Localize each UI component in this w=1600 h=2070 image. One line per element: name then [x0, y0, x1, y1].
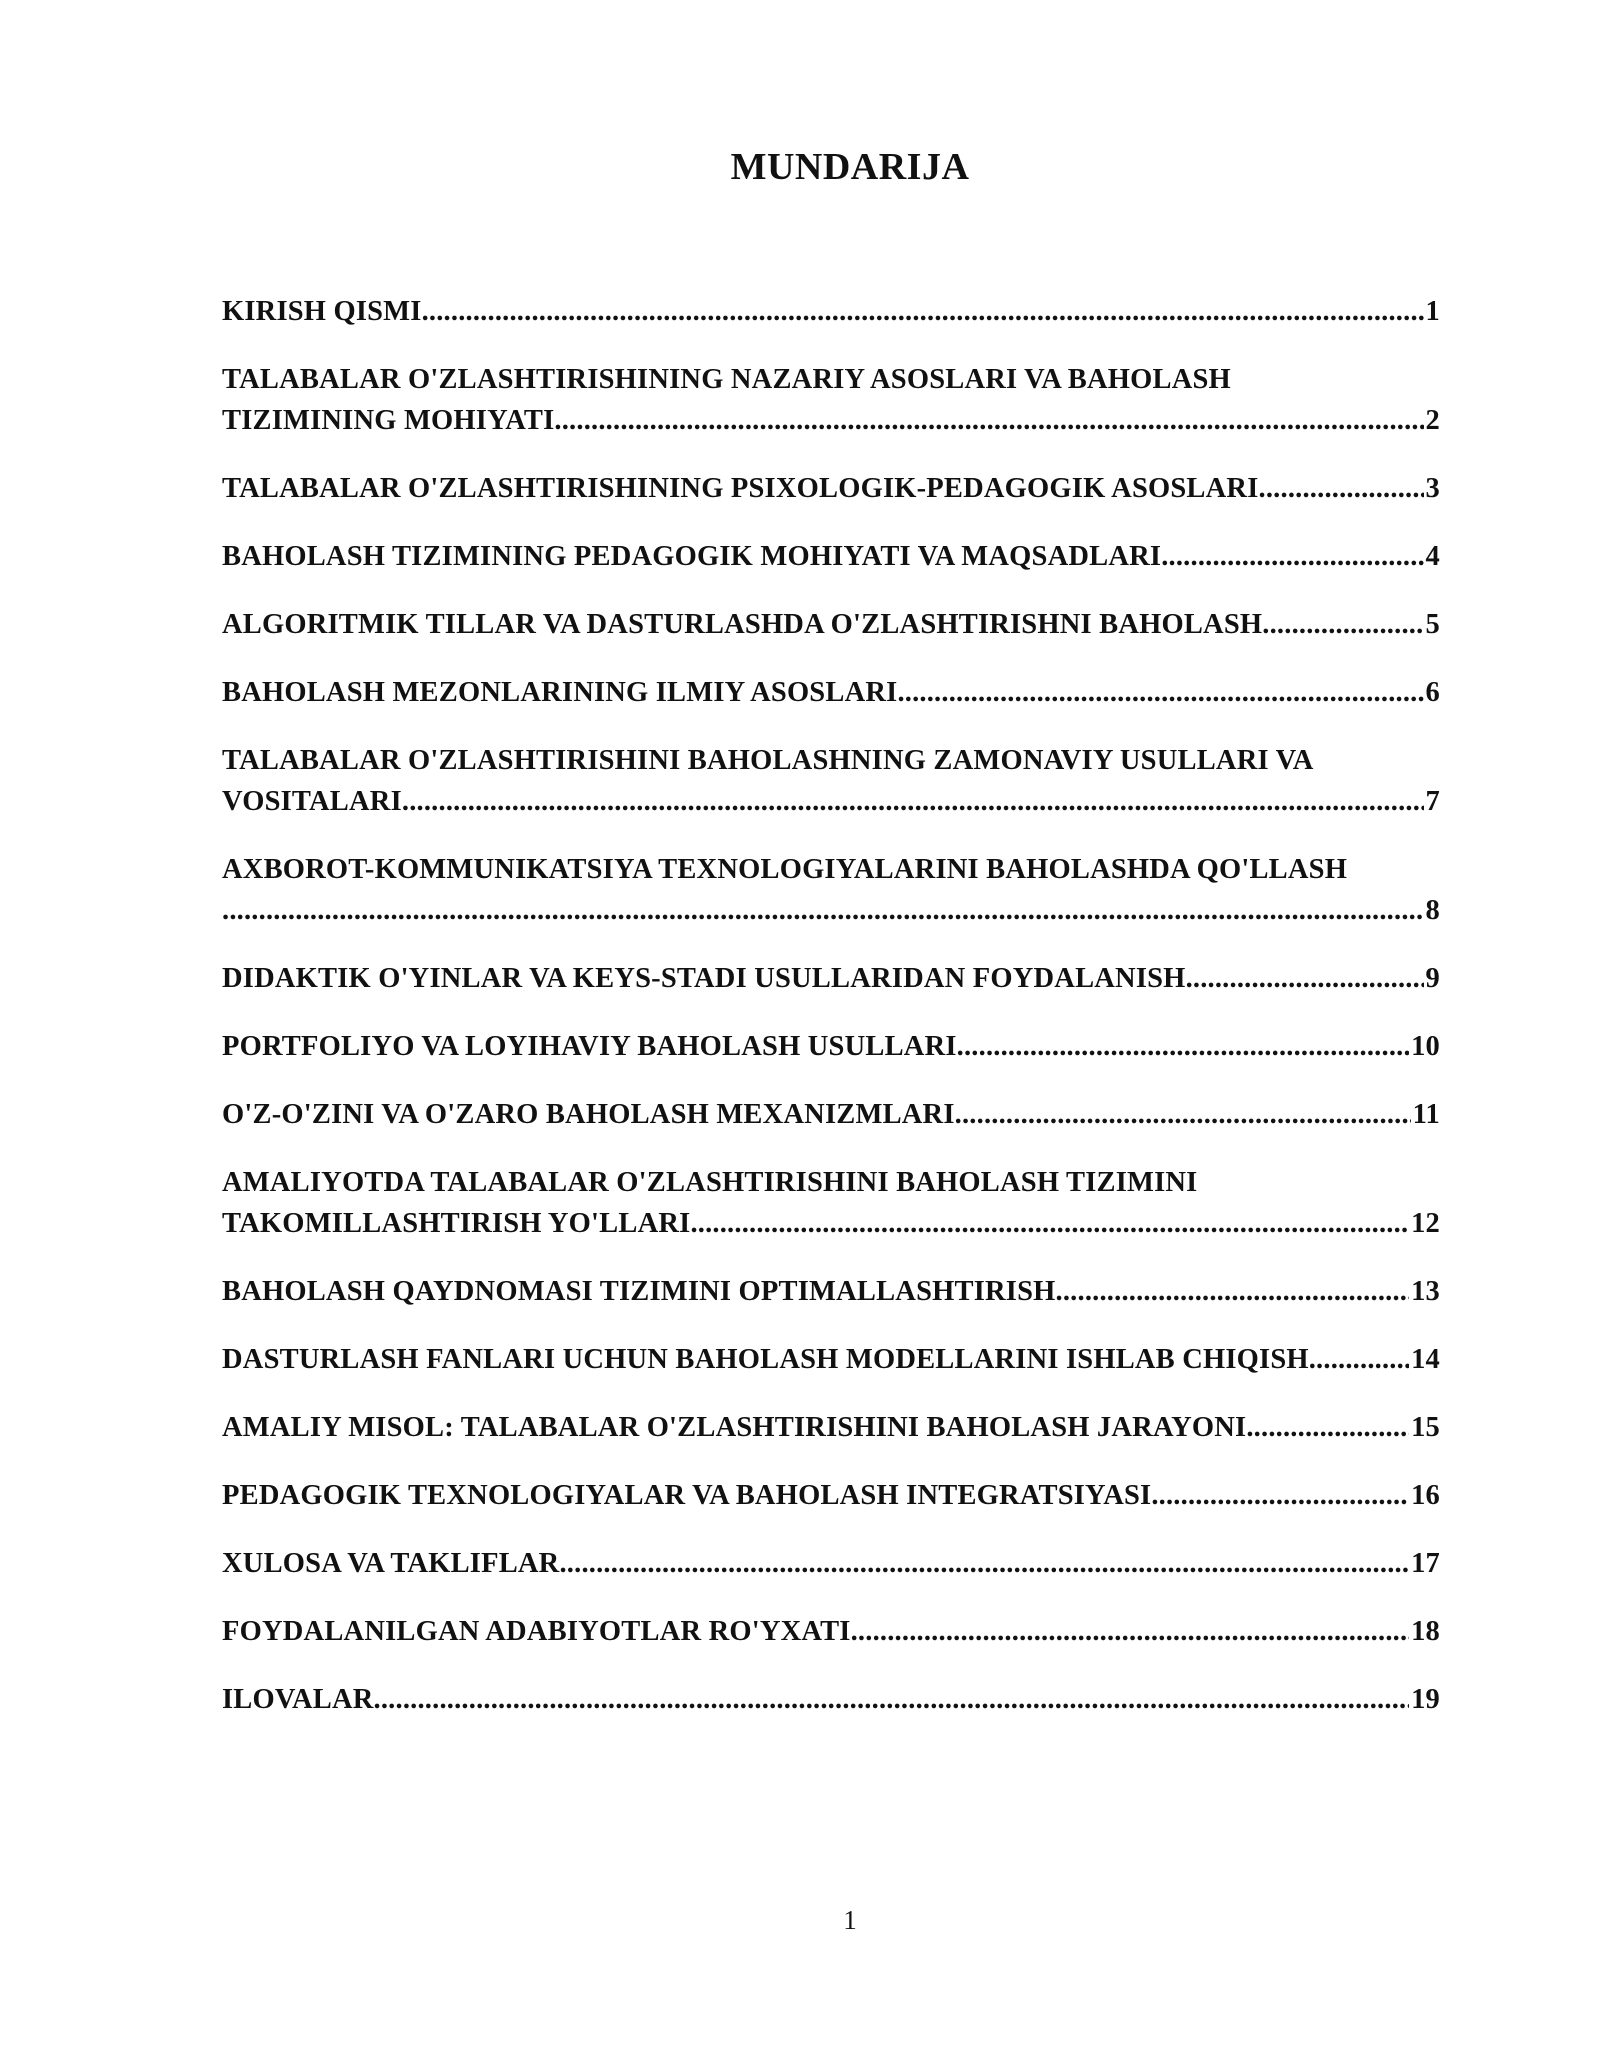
toc-entry[interactable]	[222, 740, 1440, 822]
toc-entry-leader-row	[222, 672, 1440, 713]
toc-page-number: 6	[1425, 677, 1440, 708]
toc-entry[interactable]	[222, 359, 1440, 441]
toc-entry-leader-row	[222, 1543, 1440, 1584]
toc-entry-title-line: TALABALAR O'ZLASHTIRISHINING NAZARIY ASOSLARI VA BAHOLASH	[222, 364, 1231, 395]
toc-entry[interactable]	[222, 604, 1440, 645]
toc-page-number: 17	[1411, 1548, 1440, 1579]
toc-dot-leader	[1186, 958, 1424, 999]
toc-entry-title-line: ALGORITMIK TILLAR VA DASTURLASHDA O'ZLASHTIRISHNI BAHOLASH	[222, 609, 1263, 640]
toc-entry[interactable]	[222, 1271, 1440, 1312]
toc-page-number: 12	[1411, 1208, 1440, 1239]
toc-entry[interactable]	[222, 1407, 1440, 1448]
toc-entry-leader-row	[222, 1679, 1440, 1720]
toc-page-number: 10	[1411, 1031, 1440, 1062]
toc-entry-title-line: XULOSA VA TAKLIFLAR	[222, 1548, 560, 1579]
toc-dot-leader	[559, 1543, 1409, 1584]
toc-dot-leader	[422, 291, 1424, 332]
toc-entry[interactable]	[222, 1611, 1440, 1652]
toc-entry-title-line: O'Z-O'ZINI VA O'ZARO BAHOLASH MEXANIZMLARI	[222, 1099, 955, 1130]
toc-dot-leader	[955, 1094, 1411, 1135]
toc-entry-leader-row	[222, 1407, 1440, 1448]
toc-entry-leader-row	[222, 1203, 1440, 1244]
toc-entry-title-line: PORTFOLIYO VA LOYIHAVIY BAHOLASH USULLARI	[222, 1031, 957, 1062]
toc-entry[interactable]	[222, 1162, 1440, 1244]
toc-page-number: 14	[1411, 1344, 1440, 1375]
toc-entry-leader-row	[222, 1271, 1440, 1312]
toc-dot-leader	[1056, 1271, 1410, 1312]
toc-dot-leader	[957, 1026, 1409, 1067]
toc-entry-title-line: AMALIYOTDA TALABALAR O'ZLASHTIRISHINI BAHOLASH TIZIMINI	[222, 1167, 1198, 1198]
toc-dot-leader	[222, 890, 1424, 931]
toc-entry-leader-row	[222, 781, 1440, 822]
toc-dot-leader	[374, 1679, 1410, 1720]
toc-entry-title-line: TAKOMILLASHTIRISH YO'LLARI	[222, 1208, 691, 1239]
toc-entry-leader-row	[222, 400, 1440, 441]
toc-dot-leader	[690, 1203, 1409, 1244]
toc-dot-leader	[851, 1611, 1410, 1652]
toc-entry-title-line: TIZIMINING MOHIYATI	[222, 405, 555, 436]
toc-entry-leader-row	[222, 1339, 1440, 1380]
toc-page-number: 18	[1411, 1616, 1440, 1647]
toc-entry-leader-row	[222, 1611, 1440, 1652]
toc-entry-title-line: BAHOLASH QAYDNOMASI TIZIMINI OPTIMALLASHTIRISH	[222, 1276, 1056, 1307]
toc-entry-title-line: AXBOROT-KOMMUNIKATSIYA TEXNOLOGIYALARINI BAHOLASHDA QO'LLASH	[222, 854, 1348, 885]
toc-dot-leader	[1151, 1475, 1409, 1516]
toc-page-number: 2	[1425, 405, 1440, 436]
toc-entry[interactable]	[222, 849, 1440, 931]
page-title: MUNDARIJA	[730, 146, 970, 188]
toc-entry-leader-row	[222, 890, 1440, 931]
toc-entry-title-line: VOSITALARI	[222, 786, 402, 817]
toc-entry-leader-row	[222, 1475, 1440, 1516]
toc-entry[interactable]	[222, 468, 1440, 509]
toc-page-number: 15	[1411, 1412, 1440, 1443]
toc-entry[interactable]	[222, 291, 1440, 332]
toc-page-number: 5	[1425, 609, 1440, 640]
toc-page-number: 4	[1425, 541, 1440, 572]
toc-entry[interactable]	[222, 1094, 1440, 1135]
toc-dot-leader	[1246, 1407, 1409, 1448]
toc-dot-leader	[897, 672, 1423, 713]
toc-entry-title-line: FOYDALANILGAN ADABIYOTLAR RO'YXATI	[222, 1616, 851, 1647]
toc-page-number: 13	[1411, 1276, 1440, 1307]
toc-entry[interactable]	[222, 1339, 1440, 1380]
toc-entry-leader-row	[222, 291, 1440, 332]
toc-entry-title-line: PEDAGOGIK TEXNOLOGIYALAR VA BAHOLASH INTEGRATSIYASI	[222, 1480, 1152, 1511]
toc-entry-title-line: DASTURLASH FANLARI UCHUN BAHOLASH MODELLARINI ISHLAB CHIQISH	[222, 1344, 1309, 1375]
toc-entry[interactable]	[222, 1679, 1440, 1720]
toc-page-number: 11	[1412, 1099, 1440, 1130]
toc-entry-title-line: ILOVALAR	[222, 1684, 374, 1715]
toc-dot-leader	[1309, 1339, 1409, 1380]
toc-entry[interactable]	[222, 672, 1440, 713]
toc-entry-leader-row	[222, 1026, 1440, 1067]
toc-entry-title-line: BAHOLASH TIZIMINING PEDAGOGIK MOHIYATI VA MAQSADLARI	[222, 541, 1162, 572]
toc-entry-title-line: TALABALAR O'ZLASHTIRISHINI BAHOLASHNING ZAMONAVIY USULLARI VA	[222, 745, 1314, 776]
toc-dot-leader	[1262, 604, 1423, 645]
toc-entry-title-line: AMALIY MISOL: TALABALAR O'ZLASHTIRISHINI BAHOLASH JARAYONI	[222, 1412, 1247, 1443]
toc-page-number: 8	[1425, 895, 1440, 926]
toc-dot-leader	[554, 400, 1423, 441]
toc-entry-leader-row	[222, 536, 1440, 577]
toc-dot-leader	[1161, 536, 1423, 577]
toc-entry[interactable]	[222, 1026, 1440, 1067]
toc-entry-leader-row	[222, 604, 1440, 645]
toc-entry-title-line: KIRISH QISMI	[222, 296, 422, 327]
toc-entry[interactable]	[222, 536, 1440, 577]
toc-entry-title-line: DIDAKTIK O'YINLAR VA KEYS-STADI USULLARIDAN FOYDALANISH	[222, 963, 1186, 994]
toc-page-number: 16	[1411, 1480, 1440, 1511]
page-number: 1	[843, 1905, 857, 1935]
toc-entry[interactable]	[222, 958, 1440, 999]
toc-page-number: 7	[1425, 786, 1440, 817]
toc-dot-leader	[402, 781, 1424, 822]
toc-page-number: 3	[1425, 473, 1440, 504]
table-of-contents	[222, 291, 1440, 1747]
toc-page-number: 19	[1411, 1684, 1440, 1715]
toc-entry[interactable]	[222, 1543, 1440, 1584]
toc-page-number: 9	[1425, 963, 1440, 994]
toc-entry-leader-row	[222, 958, 1440, 999]
toc-entry-title-line: TALABALAR O'ZLASHTIRISHINING PSIXOLOGIK-PEDAGOGIK ASOSLARI	[222, 473, 1259, 504]
toc-entry-leader-row	[222, 468, 1440, 509]
toc-entry[interactable]	[222, 1475, 1440, 1516]
toc-entry-title-line: BAHOLASH MEZONLARINING ILMIY ASOSLARI	[222, 677, 898, 708]
toc-entry-leader-row	[222, 1094, 1440, 1135]
toc-dot-leader	[1259, 468, 1424, 509]
toc-page-number: 1	[1425, 296, 1440, 327]
